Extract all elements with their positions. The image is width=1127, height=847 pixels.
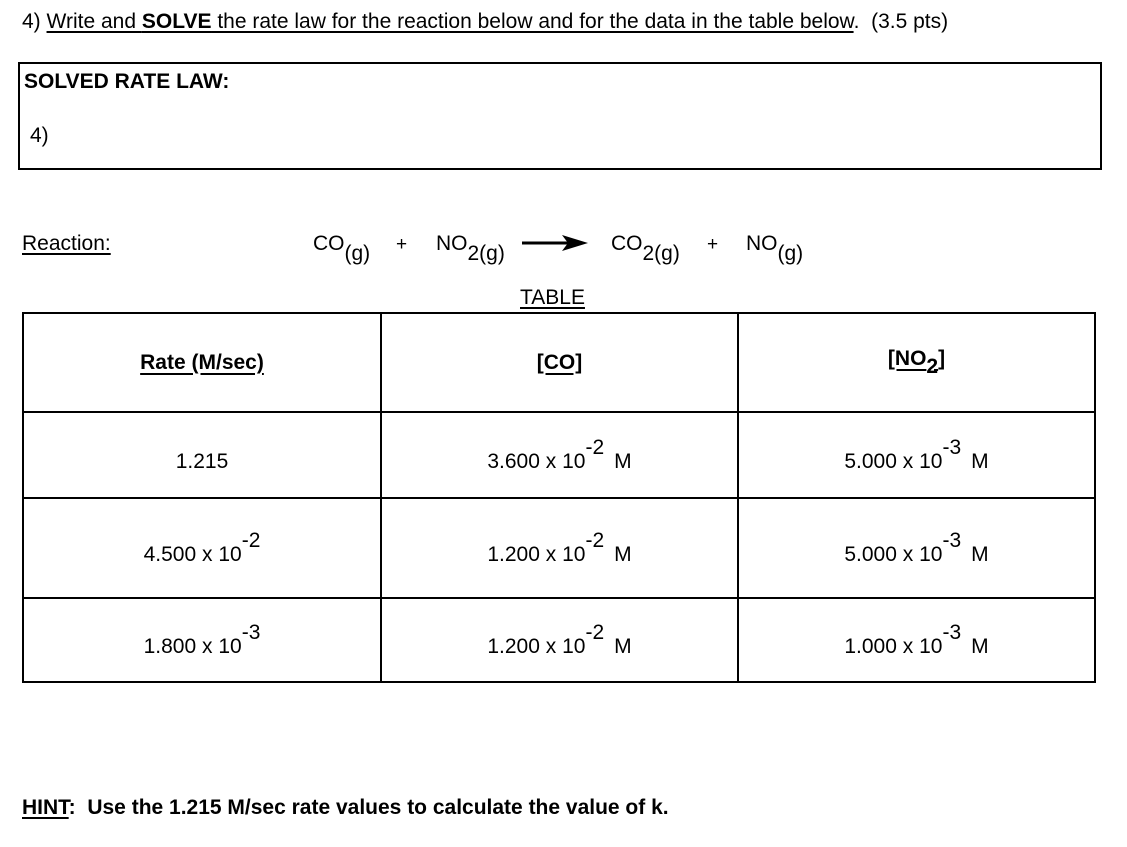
answer-box[interactable] (18, 62, 1102, 170)
co-cell: 1.200 x 10-2M (381, 498, 738, 598)
co-cell: 3.600 x 10-2M (381, 412, 738, 498)
co-cell: 1.200 x 10-2M (381, 598, 738, 682)
product-co2: $CO_{2(g)}$ (611, 232, 680, 265)
no2-cell: 5.000 x 10-3M (738, 498, 1095, 598)
table-row (23, 412, 1095, 498)
table-row (23, 598, 1095, 682)
table-header-row (23, 313, 1095, 412)
plus-sign: + (396, 234, 408, 255)
rate-cell: 4.500 x 10-2 (23, 498, 381, 598)
reactant-no2: $NO_{2(g)}$ (436, 232, 505, 265)
rate-data-table (22, 312, 1096, 683)
question-points: (3.5 pts) (871, 10, 949, 33)
header-co: [CO] (381, 313, 738, 412)
table-caption: TABLE (520, 286, 585, 309)
plus-sign: + (707, 234, 719, 255)
rate-cell: 1.215 (23, 412, 381, 498)
no2-cell: 5.000 x 10-3M (738, 412, 1095, 498)
reaction-arrow-icon (522, 234, 588, 252)
reactant-co: $CO_{(g)}$ (313, 232, 371, 265)
question-instruction: Write and SOLVE the rate law for the reaction below and for the data in the table below (46, 10, 854, 33)
header-no2: $[NO_2]$ (738, 313, 1095, 412)
hint-text: HINT: Use the 1.215 M/sec rate values to calculate the value of k. (22, 796, 669, 819)
answer-number: 4) (30, 124, 49, 147)
answer-heading: SOLVED RATE LAW: (24, 70, 230, 93)
product-no: $NO_{(g)}$ (746, 232, 804, 265)
reaction-label: Reaction: (22, 232, 111, 255)
question-number: 4) (22, 10, 41, 33)
no2-cell: 1.000 x 10-3M (738, 598, 1095, 682)
question-prompt: 4) Write and SOLVE the rate law for the reaction below and for the data in the table below. (3.5 pts) (22, 10, 949, 33)
hint-label: HINT (22, 796, 69, 819)
header-rate: Rate (M/sec) (23, 313, 381, 412)
table-row (23, 498, 1095, 598)
rate-cell: 1.800 x 10-3 (23, 598, 381, 682)
